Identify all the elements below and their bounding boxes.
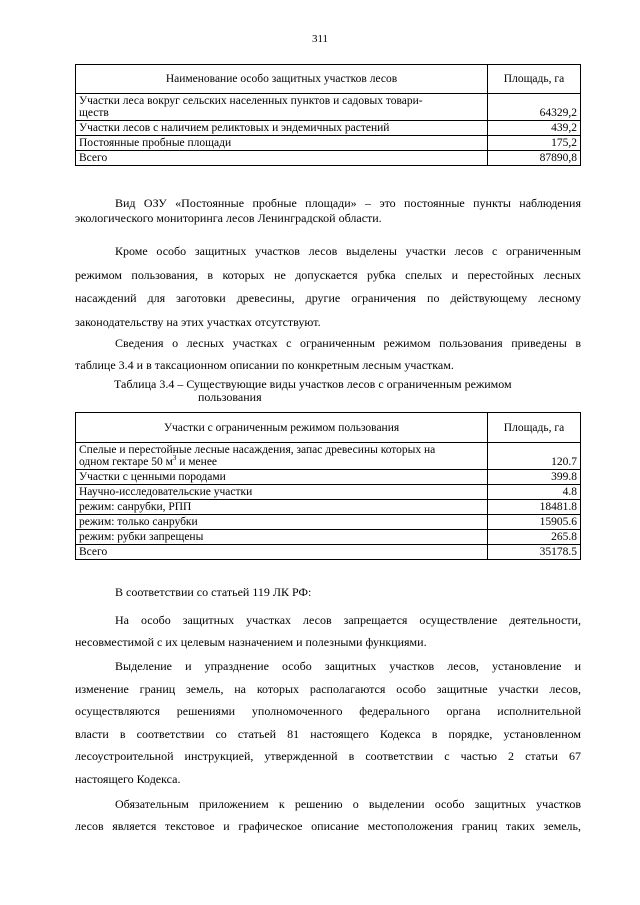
table-caption: Таблица 3.4 – Существующие виды участков лесов с ограниченным режимом xyxy=(114,377,512,391)
row-name: Участки лесов с наличием реликтовых и эндемичных растений xyxy=(76,121,488,136)
column-header-name: Участки с ограниченным режимом пользования xyxy=(76,413,488,443)
paragraph-restricted xyxy=(75,240,581,334)
table-row xyxy=(76,515,581,530)
text-line: лесов является текстовое и графическое описание местоположения границ таких земель, xyxy=(75,819,581,833)
row-name-line: ществ xyxy=(79,107,109,119)
protective-areas-table xyxy=(75,64,581,166)
table-row xyxy=(76,443,581,470)
row-name xyxy=(76,443,488,470)
table-caption-cont: пользования xyxy=(198,390,262,404)
row-name-line: и менее xyxy=(176,456,218,468)
paragraph-appendix xyxy=(75,793,581,837)
row-area: 18481.8 xyxy=(488,500,581,515)
row-area: 120.7 xyxy=(488,443,581,470)
row-name xyxy=(76,94,488,121)
paragraph-article xyxy=(75,585,581,600)
row-area: 15905.6 xyxy=(488,515,581,530)
row-area: 4.8 xyxy=(488,485,581,500)
text-line: Обязательным приложением к решению о выделении особо защитных участков xyxy=(115,797,581,811)
table-header-row xyxy=(76,413,581,443)
text-line: В соответствии со статьей 119 ЛК РФ: xyxy=(115,585,312,599)
paragraph-prohibition xyxy=(75,609,581,653)
text-line: На особо защитных участках лесов запрещается осуществление деятельности, xyxy=(115,613,581,627)
text-line: изменение границ земель, на которых располагаются особо защитные участки лесов, xyxy=(75,681,581,696)
paragraph-ppp xyxy=(75,196,581,226)
column-header-area: Площадь, га xyxy=(488,413,581,443)
superscript: 3 xyxy=(172,454,177,463)
text-line: экологического мониторинга лесов Ленинградской области. xyxy=(75,211,382,225)
text-line: Вид ОЗУ «Постоянные пробные площади» – это постоянные пункты наблюдения xyxy=(115,196,581,210)
row-area: 87890,8 xyxy=(488,151,581,166)
text-line: насаждений для заготовки древесины, другие ограничения по действующему лесному xyxy=(75,291,581,305)
row-area: 35178.5 xyxy=(488,545,581,560)
row-name: Всего xyxy=(76,151,488,166)
text-line: осуществляются решениями уполномоченного федерального органа исполнительной xyxy=(75,704,581,719)
text-line: лесоустроительной инструкцией, утвержденной в соответствии с частью 2 статьи 67 xyxy=(75,749,581,764)
table-total-row xyxy=(76,151,581,166)
table-row xyxy=(76,94,581,121)
row-name: режим: только санрубки xyxy=(76,515,488,530)
paragraph-reference xyxy=(75,332,581,376)
text-line: Кроме особо защитных участков лесов выделены участки лесов с ограниченным xyxy=(115,244,581,258)
row-area: 399.8 xyxy=(488,470,581,485)
page-number: 311 xyxy=(311,33,329,45)
row-name: Всего xyxy=(76,545,488,560)
text-line: таблице 3.4 и в таксационном описании по конкретным лесным участкам. xyxy=(75,358,454,372)
table-row xyxy=(76,485,581,500)
row-name: режим: рубки запрещены xyxy=(76,530,488,545)
paragraph-allocation xyxy=(75,655,581,791)
row-name: режим: санрубки, РПП xyxy=(76,500,488,515)
text-line: Выделение и упразднение особо защитных участков лесов, установление и xyxy=(115,659,581,673)
table-row xyxy=(76,530,581,545)
column-header-name: Наименование особо защитных участков лесов xyxy=(76,65,488,94)
table-row xyxy=(76,136,581,151)
text-line: режимом пользования, в которых не допускается рубка спелых и перестойных лесных xyxy=(75,267,581,282)
text-line: законодательству на этих участках отсутствуют. xyxy=(75,314,321,329)
row-name-line: одном гектаре 50 м xyxy=(79,456,173,468)
row-area: 175,2 xyxy=(488,136,581,151)
text-line: несовместимой с их целевым назначением и полезными функциями. xyxy=(75,635,427,649)
column-header-area: Площадь, га xyxy=(488,65,581,94)
row-area: 64329,2 xyxy=(488,94,581,121)
table-total-row xyxy=(76,545,581,560)
table-row xyxy=(76,470,581,485)
row-name-line: Спелые и перестойные лесные насаждения, запас древесины которых на xyxy=(79,444,436,456)
row-name: Участки с ценными породами xyxy=(76,470,488,485)
text-line: власти в соответствии со статьей 81 настоящего Кодекса в порядке, установленном xyxy=(75,726,581,741)
table-row xyxy=(76,500,581,515)
table-row xyxy=(76,121,581,136)
table-header-row xyxy=(76,65,581,94)
row-name-line: Участки леса вокруг сельских населенных пунктов и садовых товари- xyxy=(79,95,423,107)
text-line: настоящего Кодекса. xyxy=(75,771,181,786)
row-area: 265.8 xyxy=(488,530,581,545)
row-area: 439,2 xyxy=(488,121,581,136)
row-name: Научно-исследовательские участки xyxy=(76,485,488,500)
row-name: Постоянные пробные площади xyxy=(76,136,488,151)
restricted-areas-table xyxy=(75,412,581,560)
text-line: Сведения о лесных участках с ограниченным режимом пользования приведены в xyxy=(115,336,581,350)
